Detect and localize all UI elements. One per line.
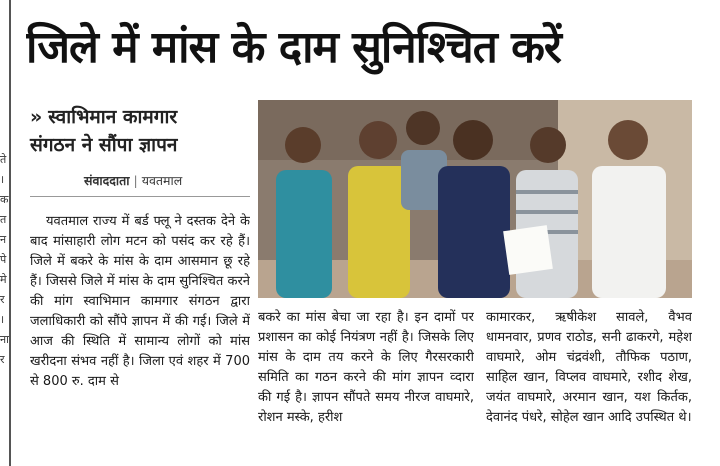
edge-fragment: पे bbox=[0, 253, 7, 266]
edge-fragment: त bbox=[0, 213, 7, 226]
subheadline bbox=[30, 103, 248, 159]
article-text: बकरे का मांस बेचा जा रहा है। इन दामों पर प्रशासन का कोई नियंत्रण नहीं है। जिसके लिए मांस के दाम तय करने के लिए गैरसरकारी समिति का गठन करने की मांग ज्ञापन व्दारा की गई है। ज्ञापन सौंपते समय नीरज वाघमारे, रोशन मस्के, हरीश bbox=[258, 310, 474, 425]
byline-reporter: संवाददाता bbox=[84, 173, 130, 188]
edge-fragment: ना bbox=[0, 333, 9, 346]
article-column-2 bbox=[258, 308, 474, 466]
edge-fragment: न bbox=[0, 233, 7, 246]
byline-rule bbox=[30, 196, 250, 197]
edge-fragment: क bbox=[0, 193, 9, 206]
subhead-marker: » bbox=[30, 106, 43, 128]
byline bbox=[84, 172, 254, 189]
article-column-1 bbox=[30, 212, 250, 466]
edge-fragment: र bbox=[0, 353, 5, 366]
group-photo-image bbox=[258, 100, 692, 298]
news-photo bbox=[258, 100, 692, 298]
edge-fragment: र bbox=[0, 293, 5, 306]
subhead-line-2: संगठन ने सौंपा ज्ञापन bbox=[30, 134, 178, 156]
article-text: यवतमाल राज्य में बर्ड फ्लू ने दस्तक देने के बाद मांसाहारी लोग मटन को पसंद कर रहे हैं। जिले में बकरे के मांस के दाम आसमान छू रहे हैं। जिससे जिले में मांस के दाम सुनिश्चित करने की मांग स्वाभिमान कामगार संगठन द्वारा जलाधिकारी को सौंपे ज्ञापन में की गई। जिले में आज की स्थिति में सामान्य लोगों को मांस खरीदना संभव नहीं है। जिला एवं शहर में 700 से 800 रु. दाम से bbox=[30, 214, 250, 389]
byline-location: यवतमाल bbox=[141, 173, 183, 188]
article-column-3 bbox=[486, 308, 692, 466]
edge-fragment: ते bbox=[0, 153, 7, 166]
byline-separator: | bbox=[133, 173, 138, 188]
edge-fragment: । bbox=[0, 173, 5, 186]
edge-fragment: मे bbox=[0, 273, 7, 286]
left-column-rule bbox=[9, 0, 11, 466]
cut-off-left-column bbox=[0, 150, 9, 370]
headline: जिले में मांस के दाम सुनिश्चित करें bbox=[26, 22, 561, 73]
article-text: कामारकर, ऋषीकेश सावले, वैभव धामनवार, प्रणव राठोड, सनी ढाकरगे, महेश वाघमारे, ओम चंद्रवंशी, तौफिक पठाण, साहिल खान, विप्लव वाघमारे, रशीद शेख, जयंत वाघमारे, अरमान खान, यश किर्तक, देवानंद पंधरे, सोहेल खान आदि उपस्थित थे। bbox=[486, 310, 692, 425]
edge-fragment: । bbox=[0, 313, 5, 326]
subhead-line-1: स्वाभिमान कामगार bbox=[48, 106, 178, 128]
